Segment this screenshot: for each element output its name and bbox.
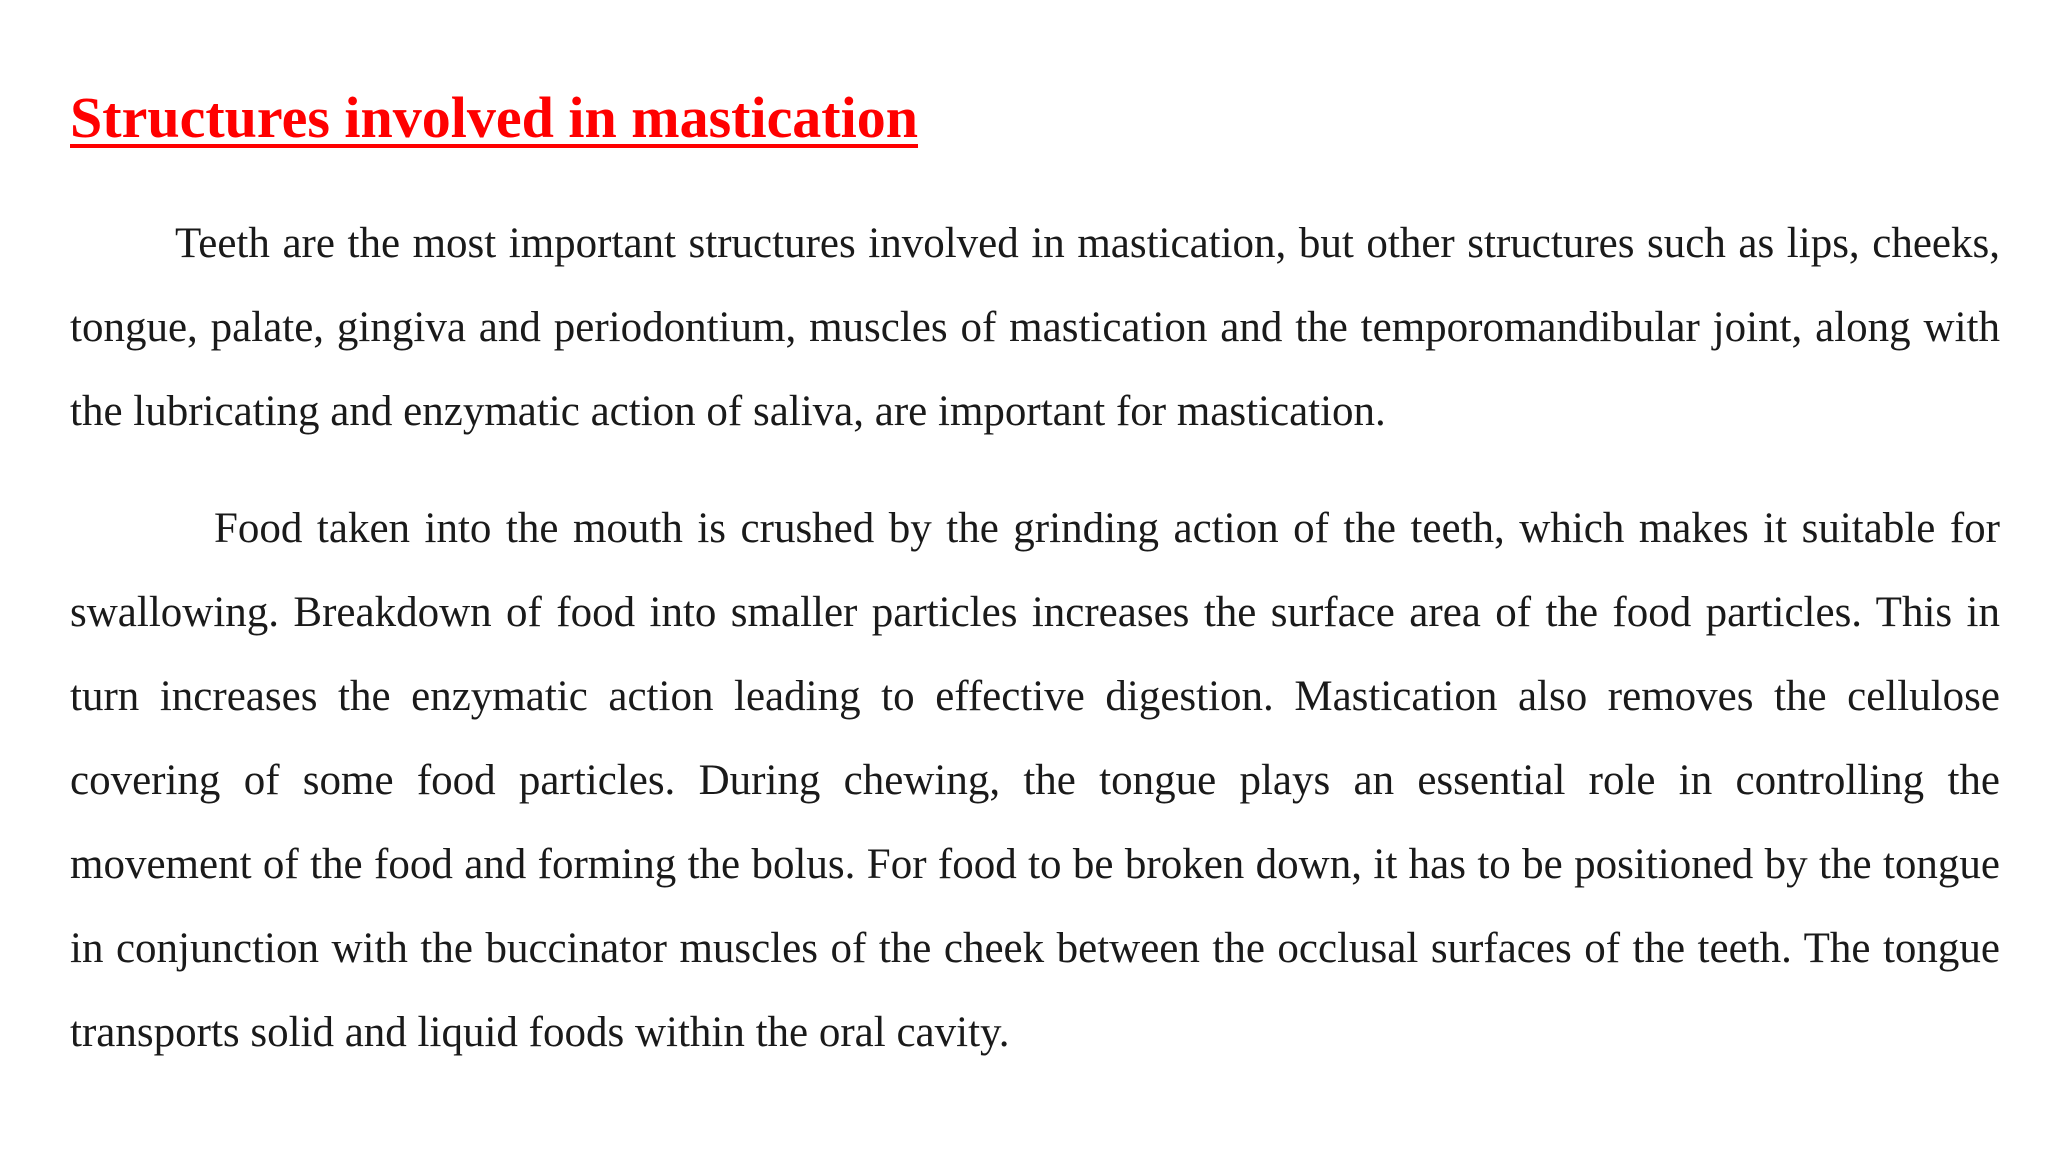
paragraph-structures: Teeth are the most important structures involved in mastication, but other structures such as lips, cheeks, tongue, palate, gingiva and periodontium, muscles of mastication and the temporomandibular joint, along with the lubricating and enzymatic action of saliva, are important for mastication. [70,220,2000,435]
slide-title: Structures involved in mastication [70,85,918,150]
paragraph-food-processing: Food taken into the mouth is crushed by the grinding action of the teeth, which makes it suitable for swallowing. Breakdown of food into smaller particles increases the surface area of the food particles. This in turn increases the enzymatic action leading to effective digestion. Mastication also removes the cellulose covering of some food particles. During chewing, the tongue plays an essential role in controlling the movement of the food and forming the bolus. For food to be broken down, it has to be positioned by the tongue in conjunction with the buccinator muscles of the cheek between the occlusal surfaces of the teeth. The tongue transports solid and liquid foods within the oral cavity. [70,505,2000,1056]
